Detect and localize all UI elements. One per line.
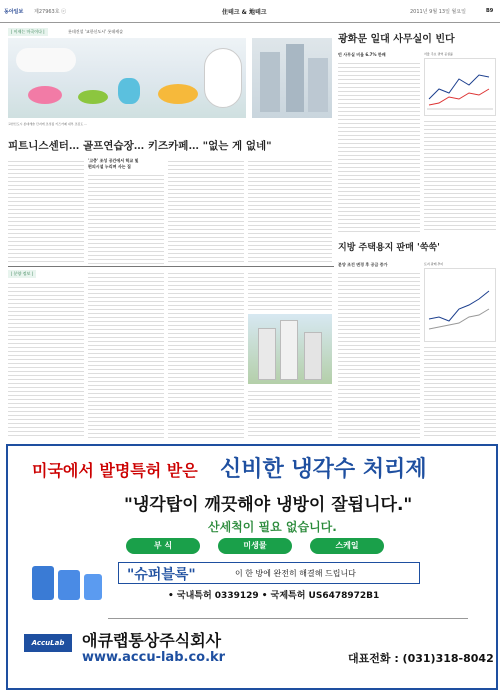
- vacancy-chart: [424, 58, 496, 116]
- main-headline: 피트니스센터… 골프연습장… 키즈카페… "없는 게 없네": [8, 140, 272, 152]
- subhead-2: 편의시설 누리며 사는 집: [88, 164, 131, 169]
- office-photo: [252, 38, 332, 118]
- issue-number: 제27963호 ⓒ: [34, 9, 67, 15]
- land-article-body-2: [424, 344, 496, 438]
- main-body-col2: [88, 158, 164, 262]
- product-drum: [84, 574, 102, 600]
- right-article-body: [338, 60, 420, 232]
- main-body-col4: [248, 158, 332, 262]
- ad-line4: 산세척이 필요 없습니다.: [208, 520, 337, 534]
- chip-scale: 스케일: [310, 538, 384, 554]
- company-phone: 대표전화 : (031)318-8042: [348, 652, 494, 665]
- land-subhead: 분양 조건 변경 후 공급 증가: [338, 262, 388, 267]
- product-tagline: 이 한 방에 완전히 해결해 드립니다: [235, 569, 356, 578]
- land-article-body: [338, 270, 420, 438]
- product-box: [118, 562, 420, 584]
- right-subhead: 빈 사무실 비율 6.7% 한배: [338, 52, 386, 57]
- company-logo: AccuLab: [24, 634, 72, 652]
- product-name: "슈퍼블록": [127, 567, 196, 583]
- chip-microbe: 미생물: [218, 538, 292, 554]
- ad-line2: 신비한 냉각수 처리제: [220, 456, 427, 482]
- apartment-photo: [248, 314, 332, 384]
- ad-divider: [108, 618, 468, 619]
- right-article-body-2: [424, 118, 496, 232]
- main-body-col3: [168, 158, 244, 262]
- page-date: 2011년 9월 13일 월요일: [410, 9, 467, 15]
- sidebar-tag: | 분양 정보 |: [8, 270, 36, 278]
- sidebar-body: [8, 280, 84, 438]
- article-kicker: 롯데건설 '교한신도시' 롯데캐슬: [68, 29, 123, 34]
- article2-col1: [88, 270, 164, 438]
- subhead-1: '고층' 조성 공간에서 학교 및: [88, 158, 139, 163]
- page-header: [0, 0, 500, 23]
- patent-info: • 국내특허 0339129 • 국제특허 US6478972B1: [168, 591, 380, 601]
- land-chart: [424, 268, 496, 342]
- land-headline: 지방 주택용지 판매 '쑥쑥': [338, 243, 440, 253]
- product-drum: [32, 566, 54, 600]
- article2-col4: [248, 388, 332, 438]
- photo-caption: 교한신도시 롯데캐슬 단지에 조성될 키즈카페 내부 조감도 ...: [8, 122, 88, 126]
- section-title: 住테크 & 地테크: [222, 9, 267, 16]
- main-body-col1: [8, 158, 84, 262]
- ad-line1: 미국에서 발명특허 받은: [32, 461, 198, 480]
- divider: [8, 266, 334, 267]
- product-drum: [58, 570, 80, 600]
- advertisement: [6, 444, 498, 690]
- right-chart-title: 서울 주요 권역 공실률: [424, 52, 453, 56]
- article2-col2: [168, 270, 244, 438]
- article-tag: | 이제는 마곡이다 |: [8, 28, 48, 36]
- ad-line3: "냉각탑이 깨끗해야 냉방이 잘됩니다.": [124, 495, 413, 515]
- company-website[interactable]: www.accu-lab.co.kr: [82, 650, 226, 665]
- article2-col3: [248, 270, 332, 310]
- kids-cafe-photo: [8, 38, 246, 118]
- paper-name: 동아일보: [4, 9, 24, 15]
- land-chart-title: 토지 판매 추이: [424, 262, 444, 266]
- right-headline: 광화문 일대 사무실이 빈다: [338, 34, 455, 45]
- company-name: 애큐랩통상주식회사: [82, 631, 222, 650]
- page-number: B9: [486, 8, 494, 14]
- chip-corrosion: 부 식: [126, 538, 200, 554]
